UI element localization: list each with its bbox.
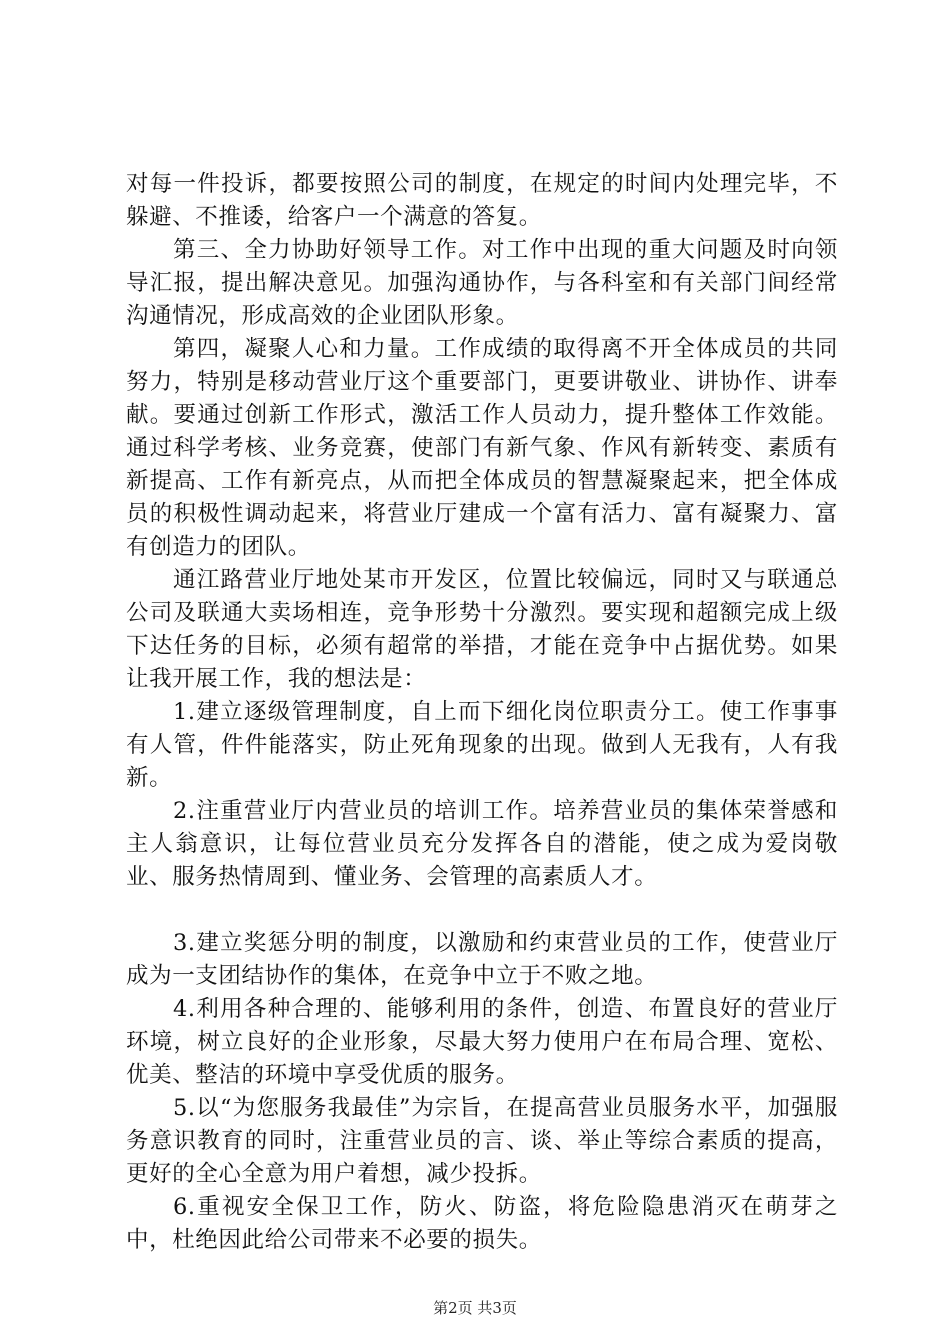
paragraph-fourth-cohesion: 第四，凝聚人心和力量。工作成绩的取得离不开全体成员的共同努力，特别是移动营业厅这个重要部门，更要讲敬业、讲协作、讲奉献。要通过创新工作形式，激活工作人员动力，提升整体工作效能。通过科学考核、业务竞赛，使部门有新气象、作风有新转变、素质有新提高、工作有新亮点，从而把全体成员的智慧凝聚起来，把全体成员的积极性调动起来，将营业厅建成一个富有活力、富有凝聚力、富有创造力的团队。: [126, 336, 838, 560]
document-body: [126, 168, 838, 1257]
paragraph-third-assist-leadership: 第三、全力协助好领导工作。对工作中出现的重大问题及时向领导汇报，提出解决意见。加强沟通协作，与各科室和有关部门间经常沟通情况，形成高效的企业团队形象。: [126, 237, 838, 329]
page-number-footer: 第2页 共3页: [433, 1299, 517, 1317]
list-item-3: 3.建立奖惩分明的制度，以激励和约束营业员的工作，使营业厅成为一支团结协作的集体，在竞争中立于不败之地。: [126, 930, 838, 989]
paragraph-tongjiang-hall: 通江路营业厅地处某市开发区，位置比较偏远，同时又与联通总公司及联通大卖场相连，竞争形势十分激烈。要实现和超额完成上级下达任务的目标，必须有超常的举措，才能在竞争中占据优势。如果让我开展工作，我的想法是：: [126, 567, 838, 692]
list-item-5: 5.以“为您服务我最佳”为宗旨，在提高营业员服务水平，加强服务意识教育的同时，注重营业员的言、谈、举止等综合素质的提高，更好的全心全意为用户着想，减少投拆。: [126, 1095, 838, 1187]
paragraph-gap: [126, 894, 838, 927]
list-item-1: 1.建立逐级管理制度，自上而下细化岗位职责分工。使工作事事有人管，件件能落实，防止死角现象的出现。做到人无我有，人有我新。: [126, 699, 838, 791]
list-item-2: 2.注重营业厅内营业员的培训工作。培养营业员的集体荣誉感和主人翁意识，让每位营业员充分发挥各自的潜能，使之成为爱岗敬业、服务热情周到、懂业务、会管理的高素质人才。: [126, 798, 838, 890]
list-item-6: 6.重视安全保卫工作，防火、防盗，将危险隐患消灭在萌芽之中，杜绝因此给公司带来不必要的损失。: [126, 1194, 838, 1253]
list-item-4: 4.利用各种合理的、能够利用的条件，创造、布置良好的营业厅环境，树立良好的企业形象，尽最大努力使用户在布局合理、宽松、优美、整洁的环境中享受优质的服务。: [126, 996, 838, 1088]
paragraph-complaint-handling: 对每一件投诉，都要按照公司的制度，在规定的时间内处理完毕，不躲避、不推诿，给客户一个满意的答复。: [126, 171, 838, 230]
